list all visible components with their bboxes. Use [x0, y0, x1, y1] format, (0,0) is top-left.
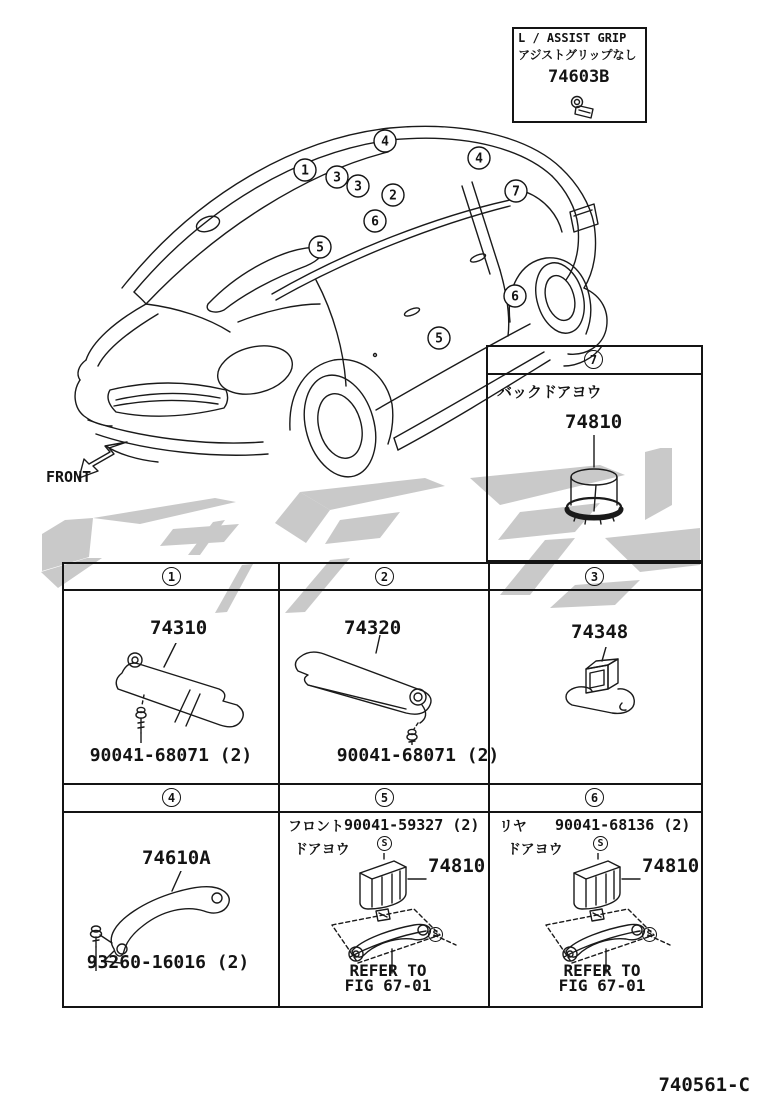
- table-cell-6: [490, 813, 701, 1008]
- callout-number-1: 1: [301, 163, 309, 179]
- part-number-74610A: 74610A: [142, 847, 211, 869]
- sun-visor-lh-drawing: [102, 643, 264, 743]
- table-header-4: 4: [162, 788, 181, 807]
- callout-number-6: 6: [511, 289, 519, 305]
- figure7-header-line: [488, 373, 701, 375]
- parts-table: [62, 562, 703, 1008]
- part-number-74603B: 74603B: [548, 67, 610, 87]
- figure7-number-badge: 7: [584, 350, 603, 369]
- callout-number-3: 3: [333, 170, 341, 186]
- callout-number-5: 5: [316, 240, 324, 256]
- figure7-usage-jp: バックドアヨウ: [497, 383, 602, 401]
- table-cell-3: [490, 591, 701, 783]
- fastener-label: 90041-68136 (2): [555, 816, 691, 834]
- callout-number-4: 4: [381, 134, 389, 150]
- no-assist-grip-title: L / ASSIST GRIP: [518, 31, 627, 45]
- refer-note: [320, 963, 456, 993]
- table-header-2: 2: [375, 567, 394, 586]
- part-number-74810-front: 74810: [428, 855, 486, 877]
- refer-line2: FIG 67-01: [558, 976, 646, 995]
- no-assist-grip-subtitle-jp: アジストグリップなし: [518, 48, 637, 62]
- screw-symbol-icon: S: [642, 927, 657, 942]
- fastener-label: 90041-59327 (2): [344, 816, 480, 834]
- table-header-1: 1: [162, 567, 181, 586]
- table-header-5: 5: [375, 788, 394, 807]
- usage-target-jp: ドアヨウ: [507, 842, 563, 858]
- door-retainer-drawing: [568, 853, 642, 913]
- table-band2-topline: [64, 783, 701, 785]
- sun-visor-rh-drawing: [288, 635, 458, 745]
- callout-number-6: 6: [371, 214, 379, 230]
- table-cell-5: [280, 813, 488, 1008]
- refer-line1: REFER TO: [349, 961, 427, 980]
- front-label: FRONT: [46, 468, 92, 486]
- callout-number-7: 7: [512, 184, 520, 200]
- retainer-cylinder-drawing: [556, 435, 646, 540]
- usage-position-jp: フロント: [288, 819, 344, 835]
- refer-line2: FIG 67-01: [344, 976, 432, 995]
- door-retainer-drawing: [354, 853, 428, 913]
- part-number-74810-backdoor: 74810: [565, 411, 623, 433]
- fastener-label: 90041-68071 (2): [336, 745, 500, 766]
- usage-target-jp: ドアヨウ: [294, 842, 350, 858]
- part-number-74348: 74348: [571, 621, 629, 643]
- screw-symbol-icon: S: [593, 836, 608, 851]
- table-cell-1: [64, 591, 278, 783]
- callout-number-4: 4: [475, 151, 483, 167]
- fastener-label: 90041-68071 (2): [89, 745, 253, 766]
- part-number-74310: 74310: [150, 617, 208, 639]
- table-cell-4: [64, 813, 278, 1008]
- visor-holder-drawing: [556, 647, 650, 721]
- screw-symbol-icon: S: [428, 927, 443, 942]
- table-header-6: 6: [585, 788, 604, 807]
- part-number-74810-rear: 74810: [642, 855, 700, 877]
- callout-number-2: 2: [389, 188, 397, 204]
- refer-note: [534, 963, 670, 993]
- fastener-label: 93260-16016 (2): [86, 952, 250, 973]
- figure7-box: [486, 345, 703, 562]
- screw-symbol-icon: S: [377, 836, 392, 851]
- table-cell-2: [280, 591, 500, 783]
- callout-number-3: 3: [354, 179, 362, 195]
- refer-line1: REFER TO: [563, 961, 641, 980]
- table-header-3: 3: [585, 567, 604, 586]
- callout-number-5: 5: [435, 331, 443, 347]
- usage-position-jp: リヤ: [499, 819, 527, 835]
- part-number-74320: 74320: [344, 617, 402, 639]
- figure-code: 740561-C: [658, 1074, 750, 1096]
